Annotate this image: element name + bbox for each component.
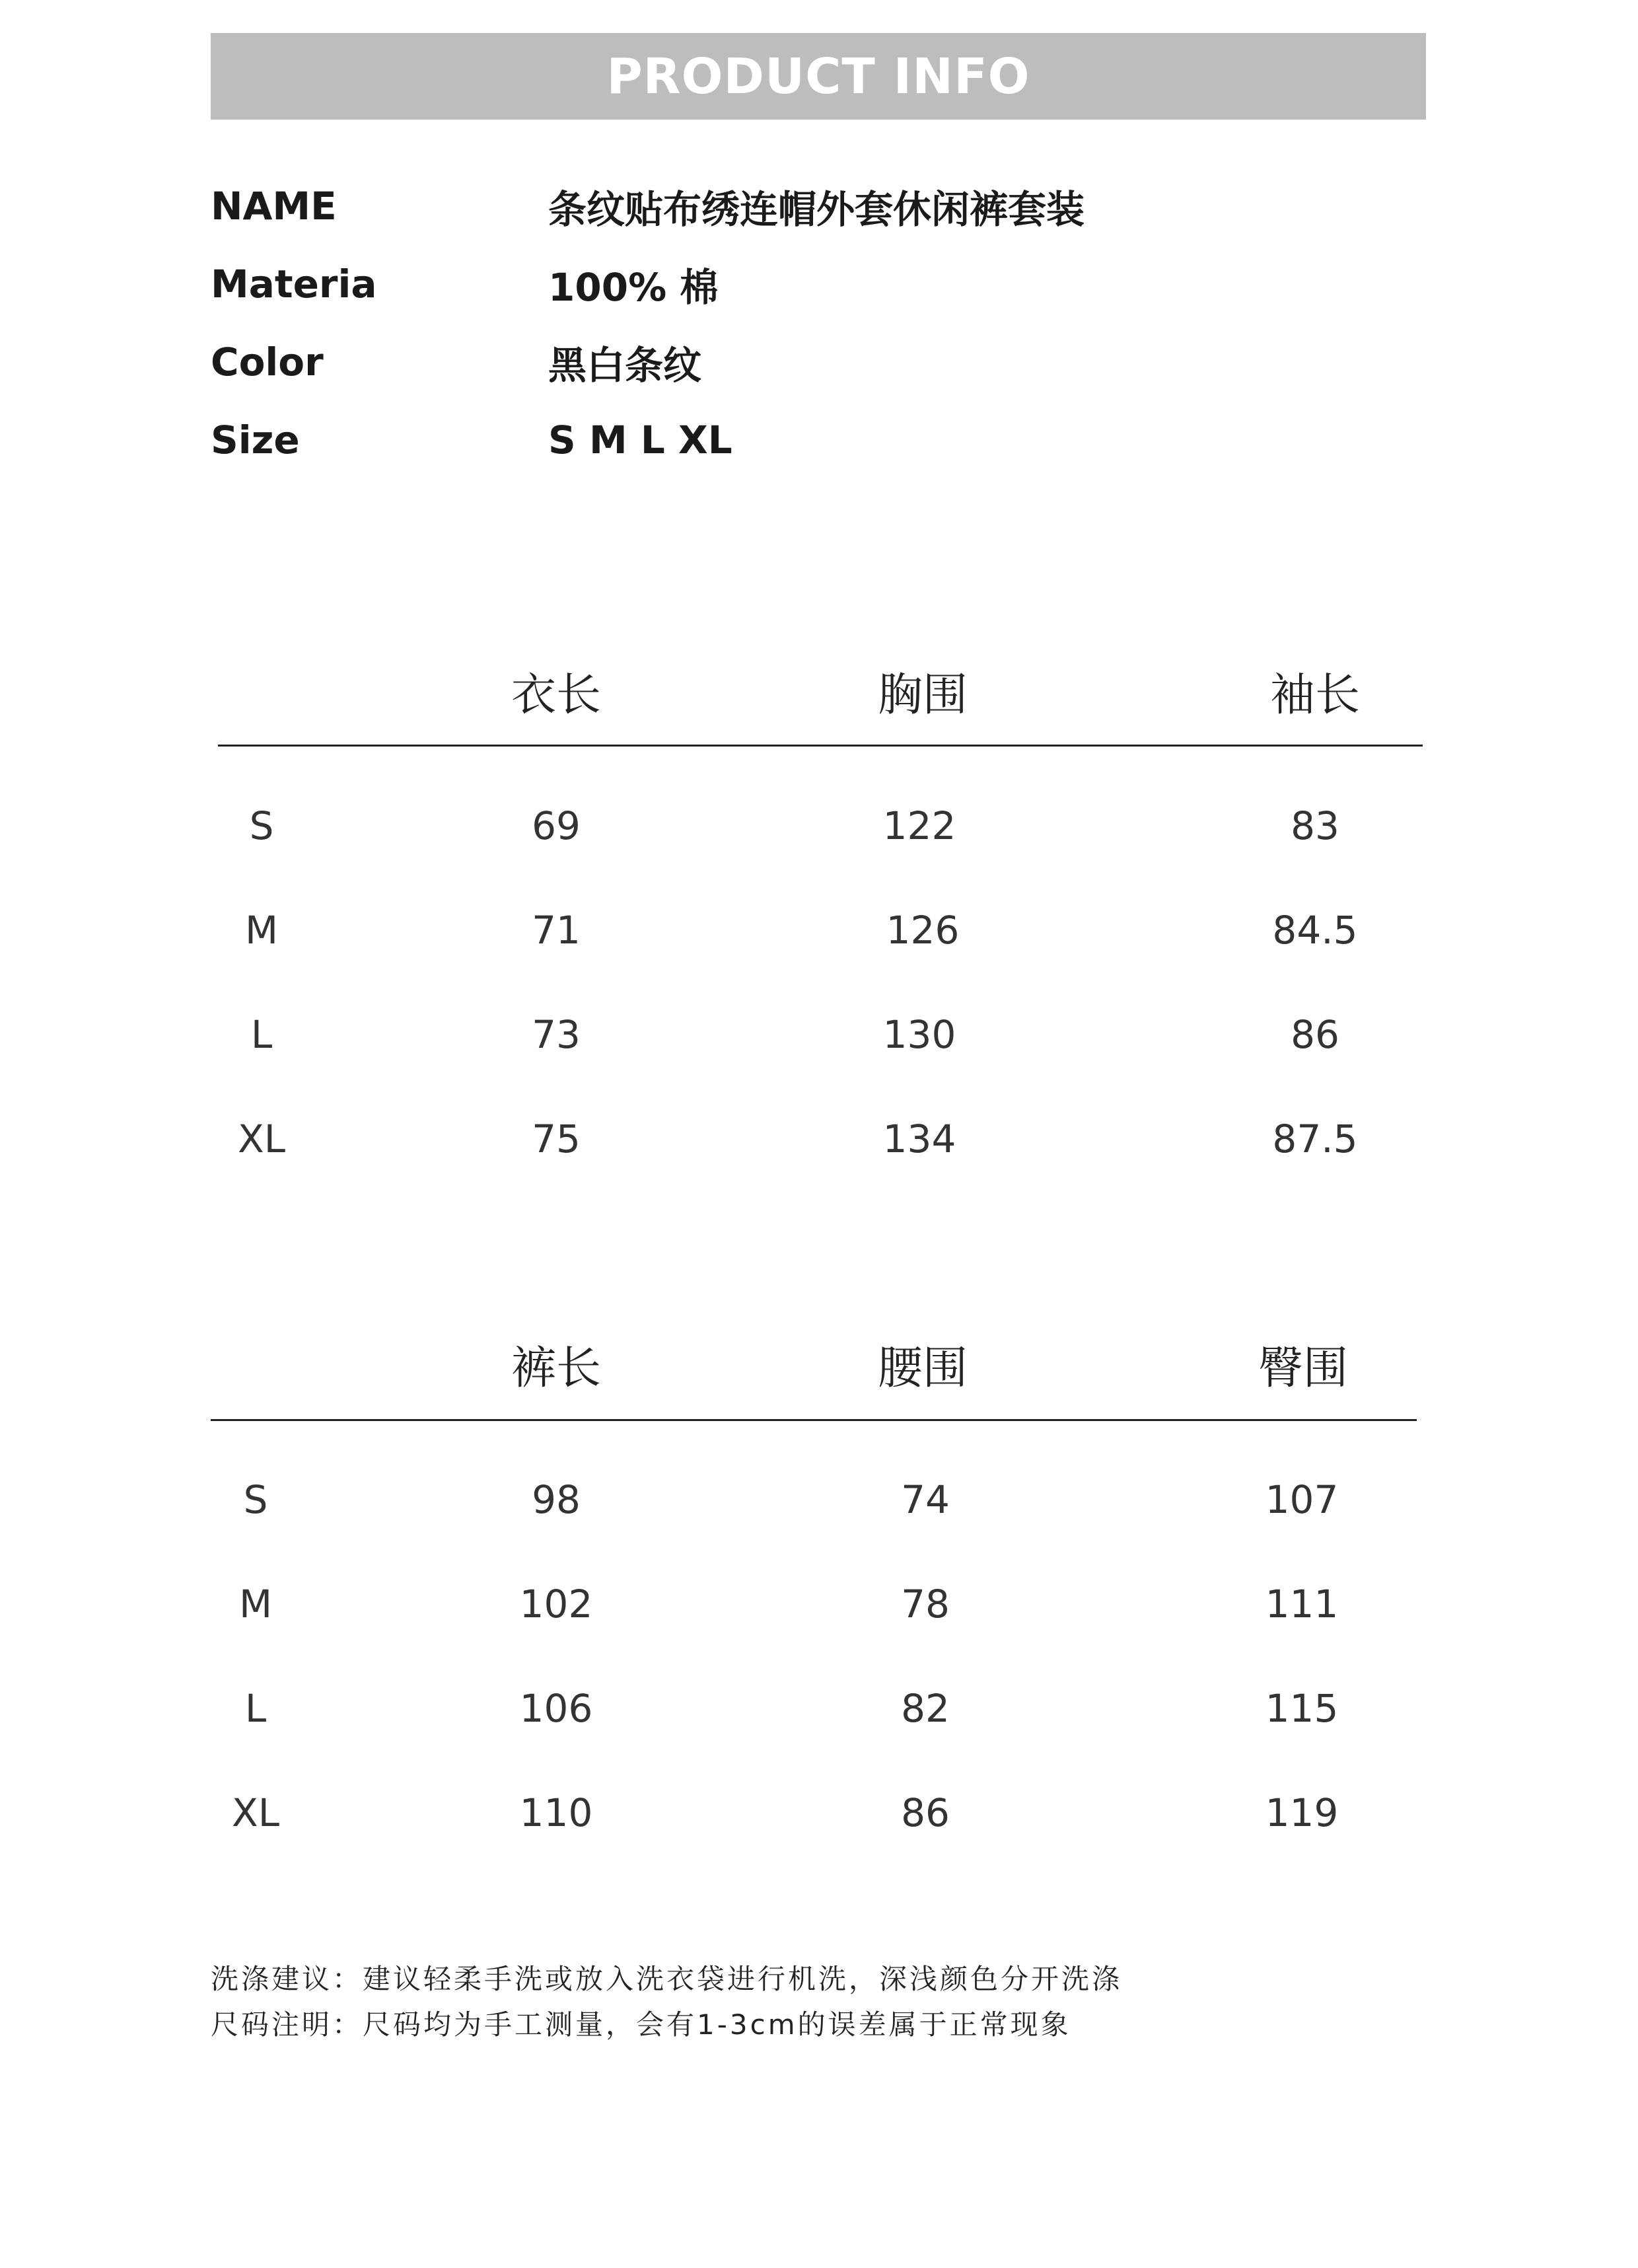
table-cell: 107	[1265, 1477, 1339, 1522]
info-row-name	[211, 180, 1426, 233]
table-cell: 119	[1265, 1790, 1339, 1835]
info-value: 条纹贴布绣连帽外套休闲裤套装	[548, 187, 1085, 232]
table-cell: 82	[901, 1686, 950, 1731]
info-value: S M L XL	[548, 418, 732, 462]
size-cell: S	[243, 1477, 268, 1522]
table-header: 裤长	[511, 1342, 602, 1395]
table-header: 衣长	[511, 669, 602, 721]
table-cell: 87.5	[1272, 1116, 1358, 1161]
size-cell: M	[238, 1582, 273, 1627]
table-cell: 84.5	[1272, 908, 1358, 953]
table-cell: 115	[1265, 1686, 1339, 1731]
product-info-banner	[211, 33, 1426, 120]
info-label: Color	[211, 340, 324, 384]
banner-title: PRODUCT INFO	[606, 48, 1030, 105]
info-row-size	[211, 414, 1426, 466]
table-cell: 134	[882, 1116, 956, 1161]
table-header: 腰围	[877, 1342, 968, 1395]
table-header: 臀围	[1258, 1342, 1349, 1395]
table-cell: 126	[886, 908, 960, 953]
info-value: 黑白条纹	[548, 343, 702, 388]
size-cell: L	[250, 1012, 273, 1057]
table-cell: 73	[532, 1012, 581, 1057]
table-cell: 86	[1291, 1012, 1339, 1057]
table-cell: 122	[882, 803, 956, 848]
table-cell: 102	[519, 1582, 593, 1627]
table-cell: 74	[901, 1477, 950, 1522]
table-cell: 78	[901, 1582, 950, 1627]
info-label: NAME	[211, 184, 337, 229]
table-cell: 86	[901, 1790, 950, 1835]
table-divider	[218, 745, 1423, 747]
info-value: 100% 棉	[548, 265, 719, 310]
table-header: 袖长	[1269, 669, 1361, 721]
info-row-color	[211, 336, 1426, 388]
table-cell: 110	[519, 1790, 593, 1835]
table-cell: 69	[532, 803, 581, 848]
table-header: 胸围	[877, 669, 968, 721]
table-divider	[211, 1419, 1417, 1421]
table-cell: 75	[532, 1116, 581, 1161]
table-cell: 111	[1265, 1582, 1339, 1627]
table-cell: 98	[532, 1477, 581, 1522]
table-cell: 130	[882, 1012, 956, 1057]
size-cell: S	[249, 803, 274, 848]
table-cell: 71	[532, 908, 581, 953]
info-row-material	[211, 258, 1426, 311]
info-label: Materia	[211, 262, 377, 307]
size-cell: XL	[237, 1116, 286, 1161]
size-cell: XL	[231, 1790, 280, 1835]
care-note: 洗涤建议：建议轻柔手洗或放入洗衣袋进行机洗，深浅颜色分开洗涤	[211, 1963, 1123, 1995]
info-label: Size	[211, 418, 300, 462]
size-note: 尺码注明：尺码均为手工测量，会有1-3cm的误差属于正常现象	[211, 2008, 1071, 2041]
table-cell: 106	[519, 1686, 593, 1731]
table-cell: 83	[1291, 803, 1339, 848]
size-cell: L	[244, 1686, 267, 1731]
size-cell: M	[244, 908, 279, 953]
